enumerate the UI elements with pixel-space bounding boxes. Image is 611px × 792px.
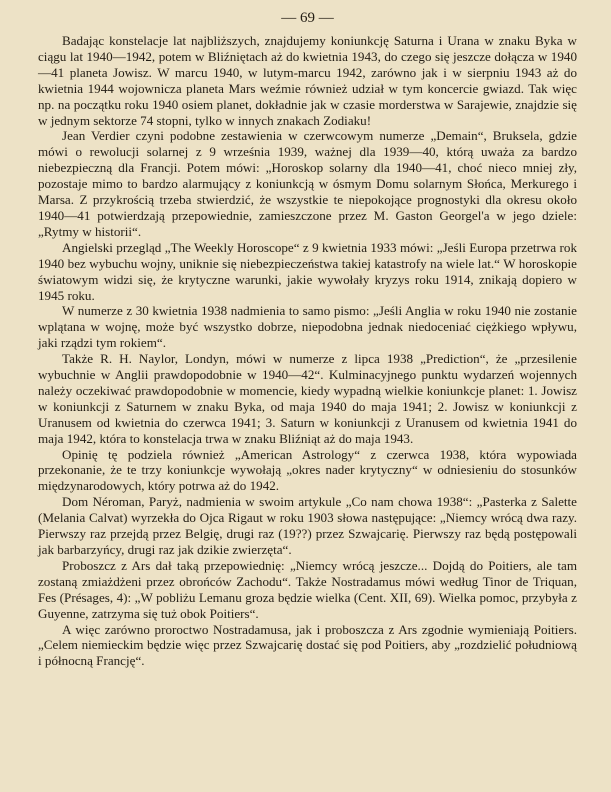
paragraph: Angielski przegląd „The Weekly Horoscope“ z 9 kwietnia 1933 mówi: „Jeśli Europa przetrwa rok 1940 bez wybuchu wojny, uniknie się niebezpieczeństwa takiej katastrofy na wiele lat.“ W horoskopie światowym widzi się, że krytyczne warunki, jakie wywołały kryzys roku 1914, znikają dopiero w 1945 roku. [38,239,577,303]
paragraph: Opinię tę podziela również „American Astrology“ z czerwca 1938, która wypowiada przekonanie, że te trzy koniunkcje wywołają „okres nader krytyczny“ w odniesieniu do stosunków międzynarodowych, który potrwa aż do 1942. [38,446,577,494]
paragraph: Badając konstelacje lat najbliższych, znajdujemy koniunkcję Saturna i Urana w znaku Byka w ciągu lat 1940—1942, potem w Bliźniętach aż do kwietnia 1943, do czego się jeszcze dołącza w 1940—41 planeta Jowisz. W marcu 1940, w lutym-marcu 1942, zarówno jak i w sierpniu 1943 aż do kwietnia 1944 wojownicza planeta Mars weźmie również udział w tym koncercie gwiazd. Tak więc np. na początku roku 1940 osiem planet, dokładnie jak w czasie morderstwa w Sarajewie, znajdzie się w jednym sektorze 74 stopni, tylko w innych znakach Zodiaku! [38,33,577,128]
paragraph: Jean Verdier czyni podobne zestawienia w czerwcowym numerze „Demain“, Bruksela, gdzie mówi o rewolucji solarnej z 9 września 1939, ważnej dla 1939—40, którą uważa za bardzo niebezpieczną dla Francji. Potem mówi: „Horoskop solarny dla 1940—41, choć nieco mniej zły, pozostaje mimo to bardzo alarmujący z koniunkcją w ósmym Domu solarnym Słońca, Merkurego i Marsa. Z przykrością trzeba stwierdzić, że wszystkie te niepokojące prognostyki dla okresu około 1940—41 potwierdzają przepowiednie, zamieszczone przez M. Gaston Georgel'a w jego dziele: „Rytmy w historii“. [38,128,577,239]
body-text [38,33,577,669]
paragraph: Także R. H. Naylor, Londyn, mówi w numerze z lipca 1938 „Prediction“, że „przesilenie wybuchnie w Anglii prawdopodobnie w 1940—42“. Kulminacyjnego punktu wydarzeń wojennych należy oczekiwać prawdopodobnie w momencie, kiedy wypadną wielkie koniunkcje planet: 1. Jowisz w koniunkcji z Saturnem w znaku Byka, od maja 1940 do maja 1941; 2. Jowisz w koniunkcji z Uranusem od kwietnia do czerwca 1941; 3. Saturn w koniunkcji z Uranusem od kwietnia 1941 do maja 1942, która to konstelacja trwa w znaku Bliźniąt aż do maja 1943. [38,351,577,446]
paragraph: A więc zarówno proroctwo Nostradamusa, jak i proboszcza z Ars zgodnie wymieniają Poitiers. „Celem niemieckim będzie więc przez Szwajcarię dostać się pod Poitiers, aby „rozdzielić południową i północną Francję“. [38,621,577,669]
page-number-header: — 69 — [281,10,334,26]
paragraph: Dom Néroman, Paryż, nadmienia w swoim artykule „Co nam chowa 1938“: „Pasterka z Salette (Melania Calvat) wyrzekła do Ojca Rigaut w roku 1903 słowa następujące: „Niemcy wrócą dwa razy. Pierwszy raz przejdą przez Belgię, drugi raz (19??) przez Szwajcarię. Pierwszy raz będą postępowali jak barbarzyńcy, drugi raz jak dzikie zwierzęta“. [38,494,577,557]
paragraph: W numerze z 30 kwietnia 1938 nadmienia to samo pismo: „Jeśli Anglia w roku 1940 nie zostanie wplątana w wojnę, może być wszystko dobrze, niepodobna jednak niedoceniać ciężkiego wpływu, jaki rządzi tym rokiem“. [38,303,577,351]
paragraph: Proboszcz z Ars dał taką przepowiednię: „Niemcy wrócą jeszcze... Dojdą do Poitiers, ale tam zostaną zmiażdżeni przez obrońców Zachodu“. Także Nostradamus mówi według Tinor de Triquan, Fes (Présages, 4): „W pobliżu Lemanu groza będzie wielka (Cent. XII, 69). Wielka pomoc, przybyła z Guyenne, zatrzyma się tuż obok Poitiers“. [38,557,577,621]
